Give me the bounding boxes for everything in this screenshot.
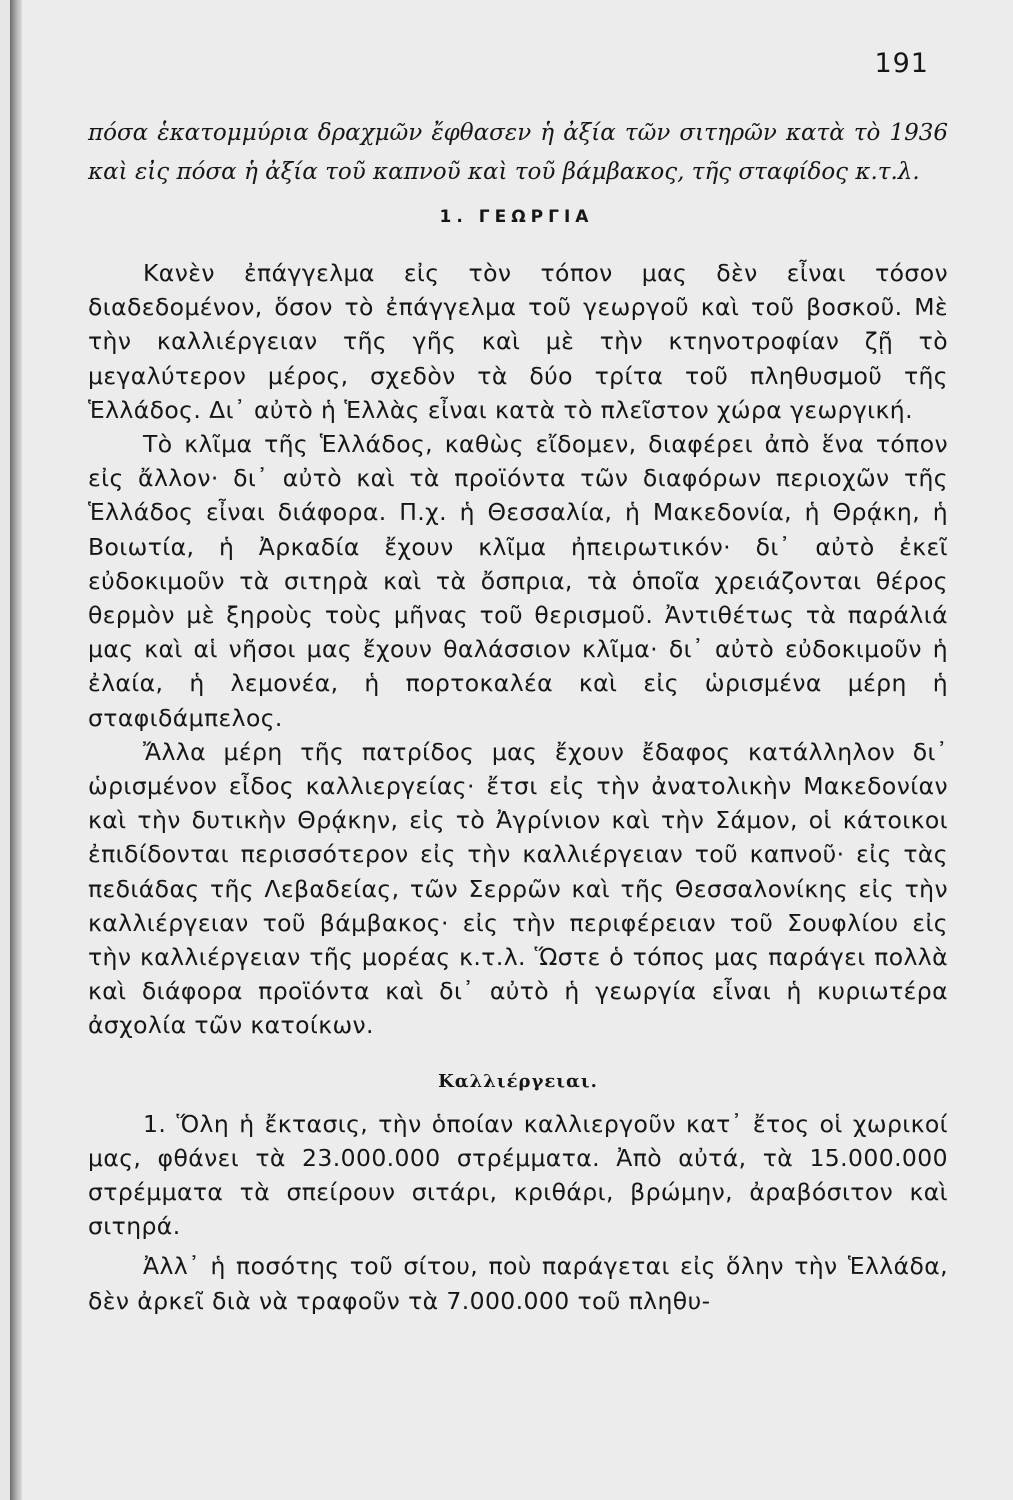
page-number: 191 xyxy=(874,48,929,79)
section-heading: 1. ΓΕΩΡΓΙΑ xyxy=(439,207,594,227)
book-page xyxy=(10,0,1013,1500)
intro-text: πόσα ἑκατομμύρια δραχμῶν ἔφθασεν ἡ ἀξία τῶν σιτηρῶν κατὰ τὸ 1936 καὶ εἰς πόσα ἡ ἀξία τοῦ καπνοῦ καὶ τοῦ βάμβακος, τῆς σταφίδος κ.τ.λ. xyxy=(88,120,948,185)
paragraph: 1. Ὅλη ἡ ἔκτασις, τὴν ὁποίαν καλλιεργοῦν κατ᾿ ἔτος οἱ χωρικοί μας, φθάνει τὰ 23.000.000 στρέμματα. Ἀπὸ αὐτά, τὰ 15.000.000 στρέμματα τὰ σπείρουν σιτάρι, κριθάρι, βρώμην, ἀραβόσιτον καὶ σιτηρά. xyxy=(88,1109,948,1241)
paragraph: Τὸ κλῖμα τῆς Ἑλλάδος, καθὼς εἴδομεν, διαφέρει ἀπὸ ἕνα τόπον εἰς ἄλλον· δι᾿ αὐτὸ καὶ τὰ προϊόντα τῶν διαφόρων περιοχῶν τῆς Ἑλλάδος εἶναι διάφορα. Π.χ. ἡ Θεσσαλία, ἡ Μακεδονία, ἡ Θρᾴκη, ἡ Βοιωτία, ἡ Ἀρκαδία ἔχουν κλῖμα ἠπειρωτικόν· δι᾿ αὐτὸ ἐκεῖ εὐδοκιμοῦν τὰ σιτηρὰ καὶ τὰ ὄσπρια, τὰ ὁποῖα χρειάζονται θέρος θερμὸν μὲ ξηροὺς τοὺς μῆνας τοῦ θερισμοῦ. Ἀντιθέτως τὰ παράλιά μας καὶ αἱ νῆσοι μας ἔχουν θαλάσσιον κλῖμα· δι᾿ αὐτὸ εὐδοκιμοῦν ἡ ἐλαία, ἡ λεμονέα, ἡ πορτοκαλέα καὶ εἰς ὡρισμένα μέρη ἡ σταφιδάμπελος. xyxy=(88,430,948,732)
paragraph: Κανὲν ἐπάγγελμα εἰς τὸν τόπον μας δὲν εἶναι τόσον διαδεδομένον, ὅσον τὸ ἐπάγγελμα τοῦ γεωργοῦ καὶ τοῦ βοσκοῦ. Μὲ τὴν καλλιέργειαν τῆς γῆς καὶ μὲ τὴν κτηνοτροφίαν ζῇ τὸ μεγαλύτερον μέρος, σχεδὸν τὰ δύο τρίτα τοῦ πληθυσμοῦ τῆς Ἑλλάδος. Δι᾿ αὐτὸ ἡ Ἑλλὰς εἶναι κατὰ τὸ πλεῖστον χώρα γεωργική. xyxy=(88,259,948,424)
body-text xyxy=(88,256,948,1318)
sub-heading: Καλλιέργειαι. xyxy=(438,1070,598,1092)
paragraph: Ἀλλ᾿ ἡ ποσότης τοῦ σίτου, ποὺ παράγεται εἰς ὅλην τὴν Ἑλλάδα, δὲν ἀρκεῖ διὰ νὰ τραφοῦν τὰ 7.000.000 τοῦ πληθυ- xyxy=(88,1252,948,1315)
paragraph: Ἄλλα μέρη τῆς πατρίδος μας ἔχουν ἔδαφος κατάλληλον δι᾿ ὡρισμένον εἶδος καλλιεργείας· ἔτσι εἰς τὴν ἀνατολικὴν Μακεδονίαν καὶ τὴν δυτικὴν Θρᾴκην, εἰς τὸ Ἀγρίνιον καὶ τὴν Σάμον, οἱ κάτοικοι ἐπιδίδονται περισσότερον εἰς τὴν καλλιέργειαν τοῦ καπνοῦ· εἰς τὰς πεδιάδας τῆς Λεβαδείας, τῶν Σερρῶν καὶ τῆς Θεσσαλονίκης εἰς τὴν καλλιέργειαν τοῦ βάμβακος· εἰς τὴν περιφέρειαν τοῦ Σουφλίου εἰς τὴν καλλιέργειαν τῆς μορέας κ.τ.λ. Ὥστε ὁ τόπος μας παράγει πολλὰ καὶ διάφορα προϊόντα καὶ δι᾿ αὐτὸ ἡ γεωργία εἶναι ἡ κυριωτέρα ἀσχολία τῶν κατοίκων. xyxy=(88,737,948,1040)
